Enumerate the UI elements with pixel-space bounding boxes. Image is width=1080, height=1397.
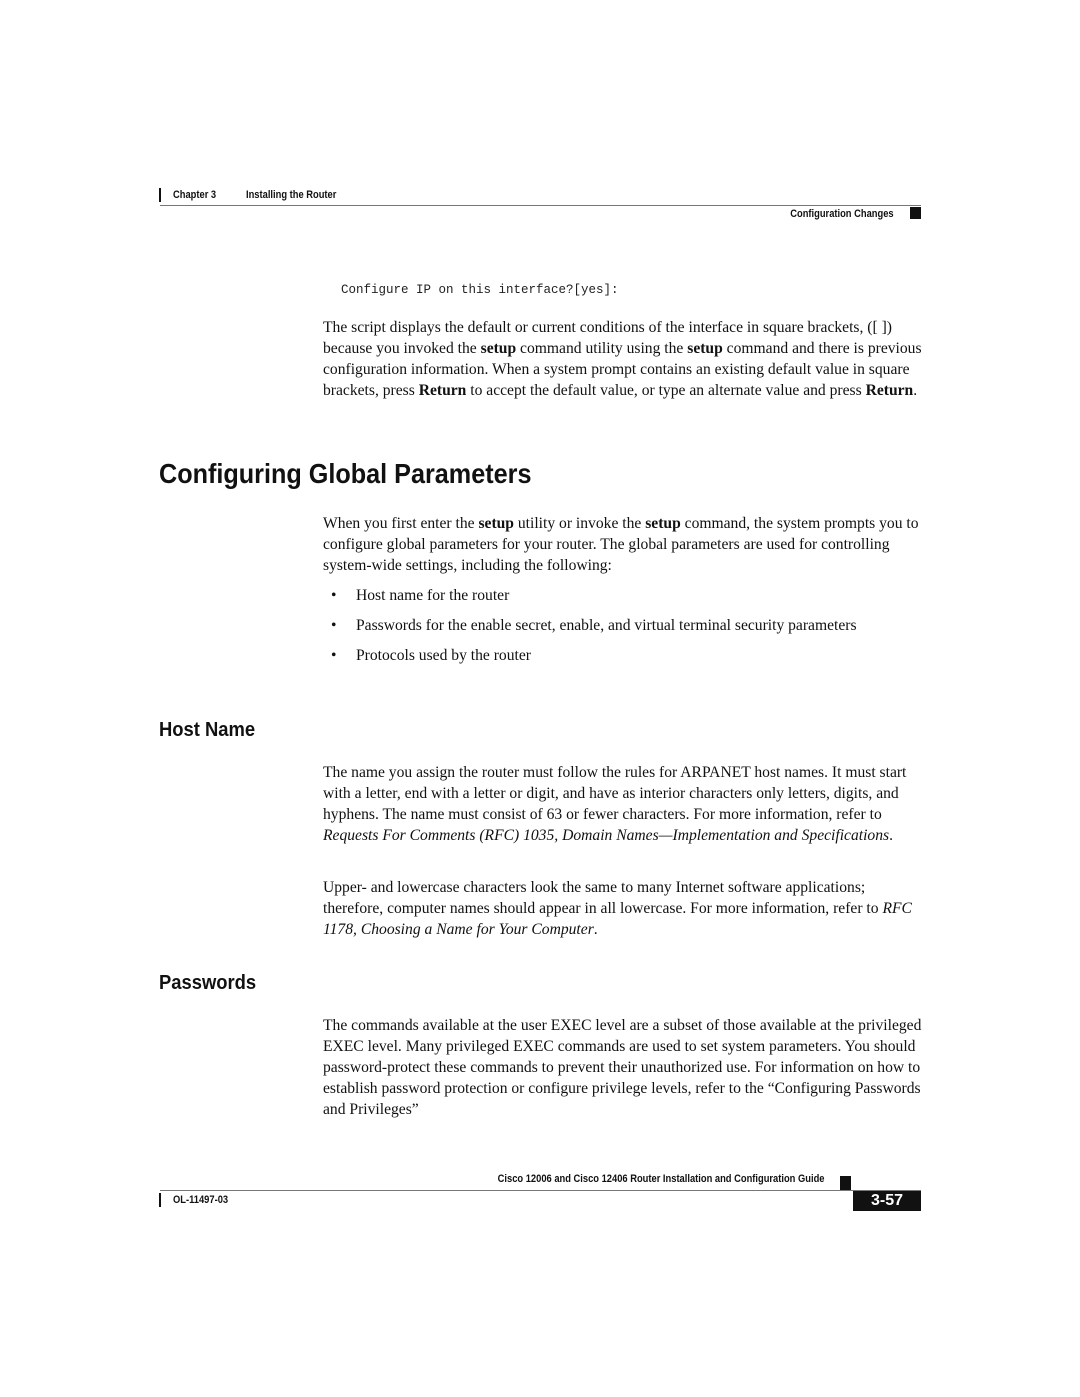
list-item: • Host name for the router (331, 585, 891, 606)
guide-title: Cisco 12006 and Cisco 12406 Router Installation and Configuration Guide (497, 1173, 824, 1185)
paragraph-global (323, 513, 923, 576)
bold-text: setup (645, 515, 681, 532)
bold-text: setup (478, 515, 514, 532)
doc-number: OL-11497-03 (173, 1194, 229, 1206)
header-rule (160, 205, 921, 206)
section-title: Configuration Changes (790, 208, 894, 220)
chapter-title: Installing the Router (246, 189, 337, 201)
heading-configuring-global-parameters: Configuring Global Parameters (159, 458, 532, 489)
paragraph-intro (323, 317, 923, 401)
paragraph-host-rules (323, 762, 923, 846)
footer-marker (840, 1176, 851, 1190)
bold-text: setup (480, 340, 517, 357)
text-run: The script displays the default or current conditions of the interface in square brackets, ([ ]) because you invoked the (323, 319, 892, 357)
bold-text: Return (418, 382, 467, 399)
footer-bar (159, 1193, 161, 1207)
list-item: • Protocols used by the router (331, 645, 891, 666)
text-run: . (889, 827, 893, 844)
reference-title: Requests For Comments (RFC) 1035, Domain Names—Implementation and Specifications (323, 827, 890, 844)
bold-text: Return (865, 382, 914, 399)
text-run: . (593, 921, 598, 938)
text-run: The name you assign the router must follow the rules for ARPANET host names. It must start with a letter, end with a letter or digit, and have as interior characters only letters, digits, and hyphens. The name must consist of 63 or fewer characters. For more information, refer to (323, 764, 907, 823)
code-example: Configure IP on this interface?[yes]: (341, 283, 619, 297)
heading-host-name: Host Name (159, 719, 256, 741)
text-run: command, the system prompts you to configure global parameters for your router. The global parameters are used for controlling system-wide settings, including the following: (323, 515, 919, 574)
text-run: The commands available at the user EXEC level are a subset of those available at the privileged EXEC level. Many privileged EXEC commands are used to set system parameters. You should password-protect these commands to prevent their unauthorized use. For information on how to establish password protection or configure privilege levels, refer to the “Configuring Passwords and Privileges” (323, 1017, 922, 1118)
page-number: 3-57 (853, 1191, 921, 1211)
text-run: utility or invoke the (513, 515, 646, 532)
reference-title: RFC 1178, Choosing a Name for Your Computer (323, 900, 912, 938)
header-bar (159, 188, 161, 202)
bullet-list (331, 585, 891, 675)
heading-passwords: Passwords (159, 972, 257, 994)
footer-rule (160, 1190, 921, 1191)
text-run: to accept the default value, or type an alternate value and press (466, 382, 866, 399)
paragraph-passwords (323, 1015, 923, 1120)
text-run: . (913, 382, 918, 399)
header-marker (910, 207, 921, 219)
text-run: command and there is previous configuration information. When a system prompt contains an existing default value in square brackets, press (323, 340, 922, 399)
chapter-label: Chapter 3 (173, 189, 217, 201)
text-run: command utility using the (516, 340, 688, 357)
text-run: When you first enter the (323, 515, 479, 532)
bold-text: setup (687, 340, 723, 357)
paragraph-host-case (323, 877, 923, 940)
text-run: Upper- and lowercase characters look the same to many Internet software applications; therefore, computer names should appear in all lowercase. For more information, refer to (323, 879, 883, 917)
list-item: • Passwords for the enable secret, enable, and virtual terminal security parameters (331, 615, 891, 636)
